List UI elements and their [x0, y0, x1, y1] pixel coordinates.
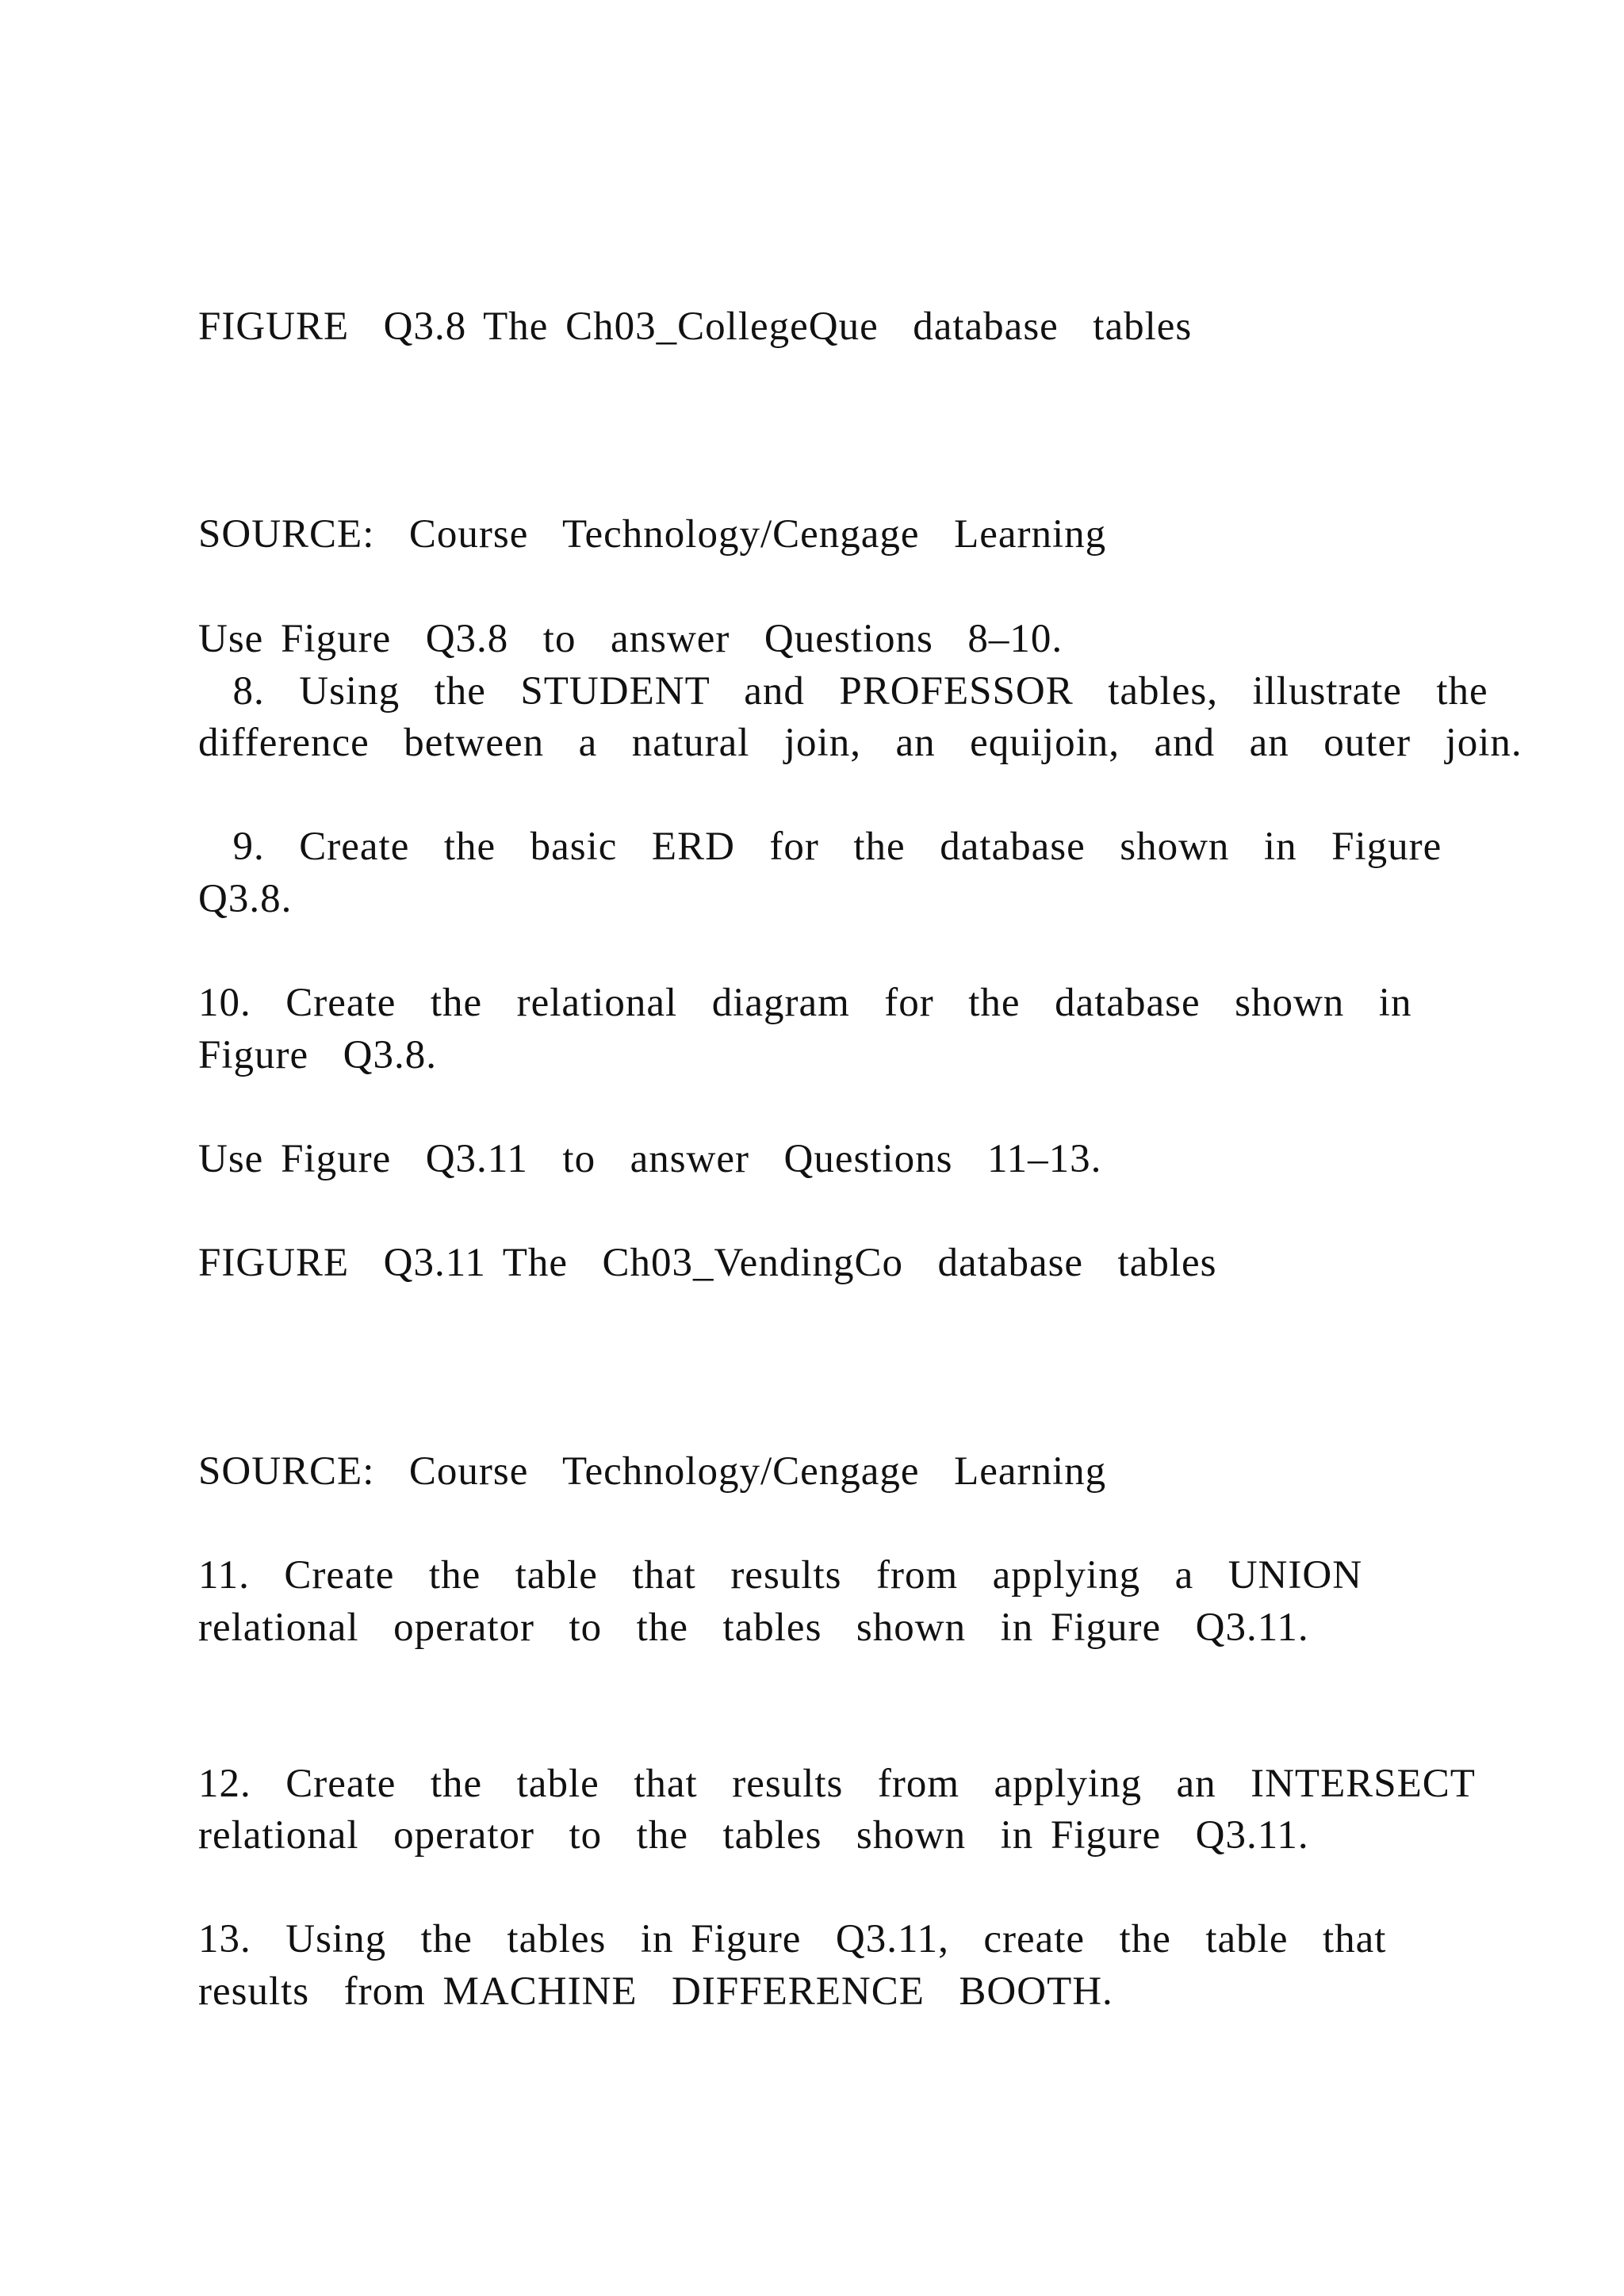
question-9-line-1: 9. Create the basic ERD for the database shown in Figure: [198, 825, 1442, 869]
question-12-line-2: relational operator to the tables shown in Figure Q3.11.: [198, 1813, 1309, 1858]
question-8-line-1: 8. Using the STUDENT and PROFESSOR tables, illustrate the: [198, 669, 1488, 714]
figure-q3-8-caption: FIGURE Q3.8 The Ch03_CollegeQue database tables: [198, 304, 1193, 349]
question-11-line-1: 11. Create the table that results from applying a UNION: [198, 1553, 1363, 1598]
figure-q3-11-source: SOURCE: Course Technology/Cengage Learning: [198, 1449, 1107, 1494]
question-8-line-2: difference between a natural join, an equijoin, and an outer join.: [198, 721, 1522, 765]
figure-q3-8-source: SOURCE: Course Technology/Cengage Learning: [198, 512, 1107, 557]
question-12-line-1: 12. Create the table that results from applying an INTERSECT: [198, 1762, 1476, 1806]
question-13-line-1: 13. Using the tables in Figure Q3.11, create the table that: [198, 1917, 1387, 1961]
question-9-line-2: Q3.8.: [198, 877, 293, 921]
question-11-line-2: relational operator to the tables shown in Figure Q3.11.: [198, 1605, 1309, 1650]
instructions-8-10: Use Figure Q3.8 to answer Questions 8–10.: [198, 617, 1063, 661]
figure-q3-11-caption: FIGURE Q3.11 The Ch03_VendingCo database tables: [198, 1241, 1217, 1285]
question-10-line-1: 10. Create the relational diagram for the database shown in: [198, 981, 1412, 1025]
instructions-11-13: Use Figure Q3.11 to answer Questions 11–13.: [198, 1137, 1102, 1181]
question-10-line-2: Figure Q3.8.: [198, 1033, 437, 1077]
question-13-line-2: results from MACHINE DIFFERENCE BOOTH.: [198, 1969, 1113, 2014]
